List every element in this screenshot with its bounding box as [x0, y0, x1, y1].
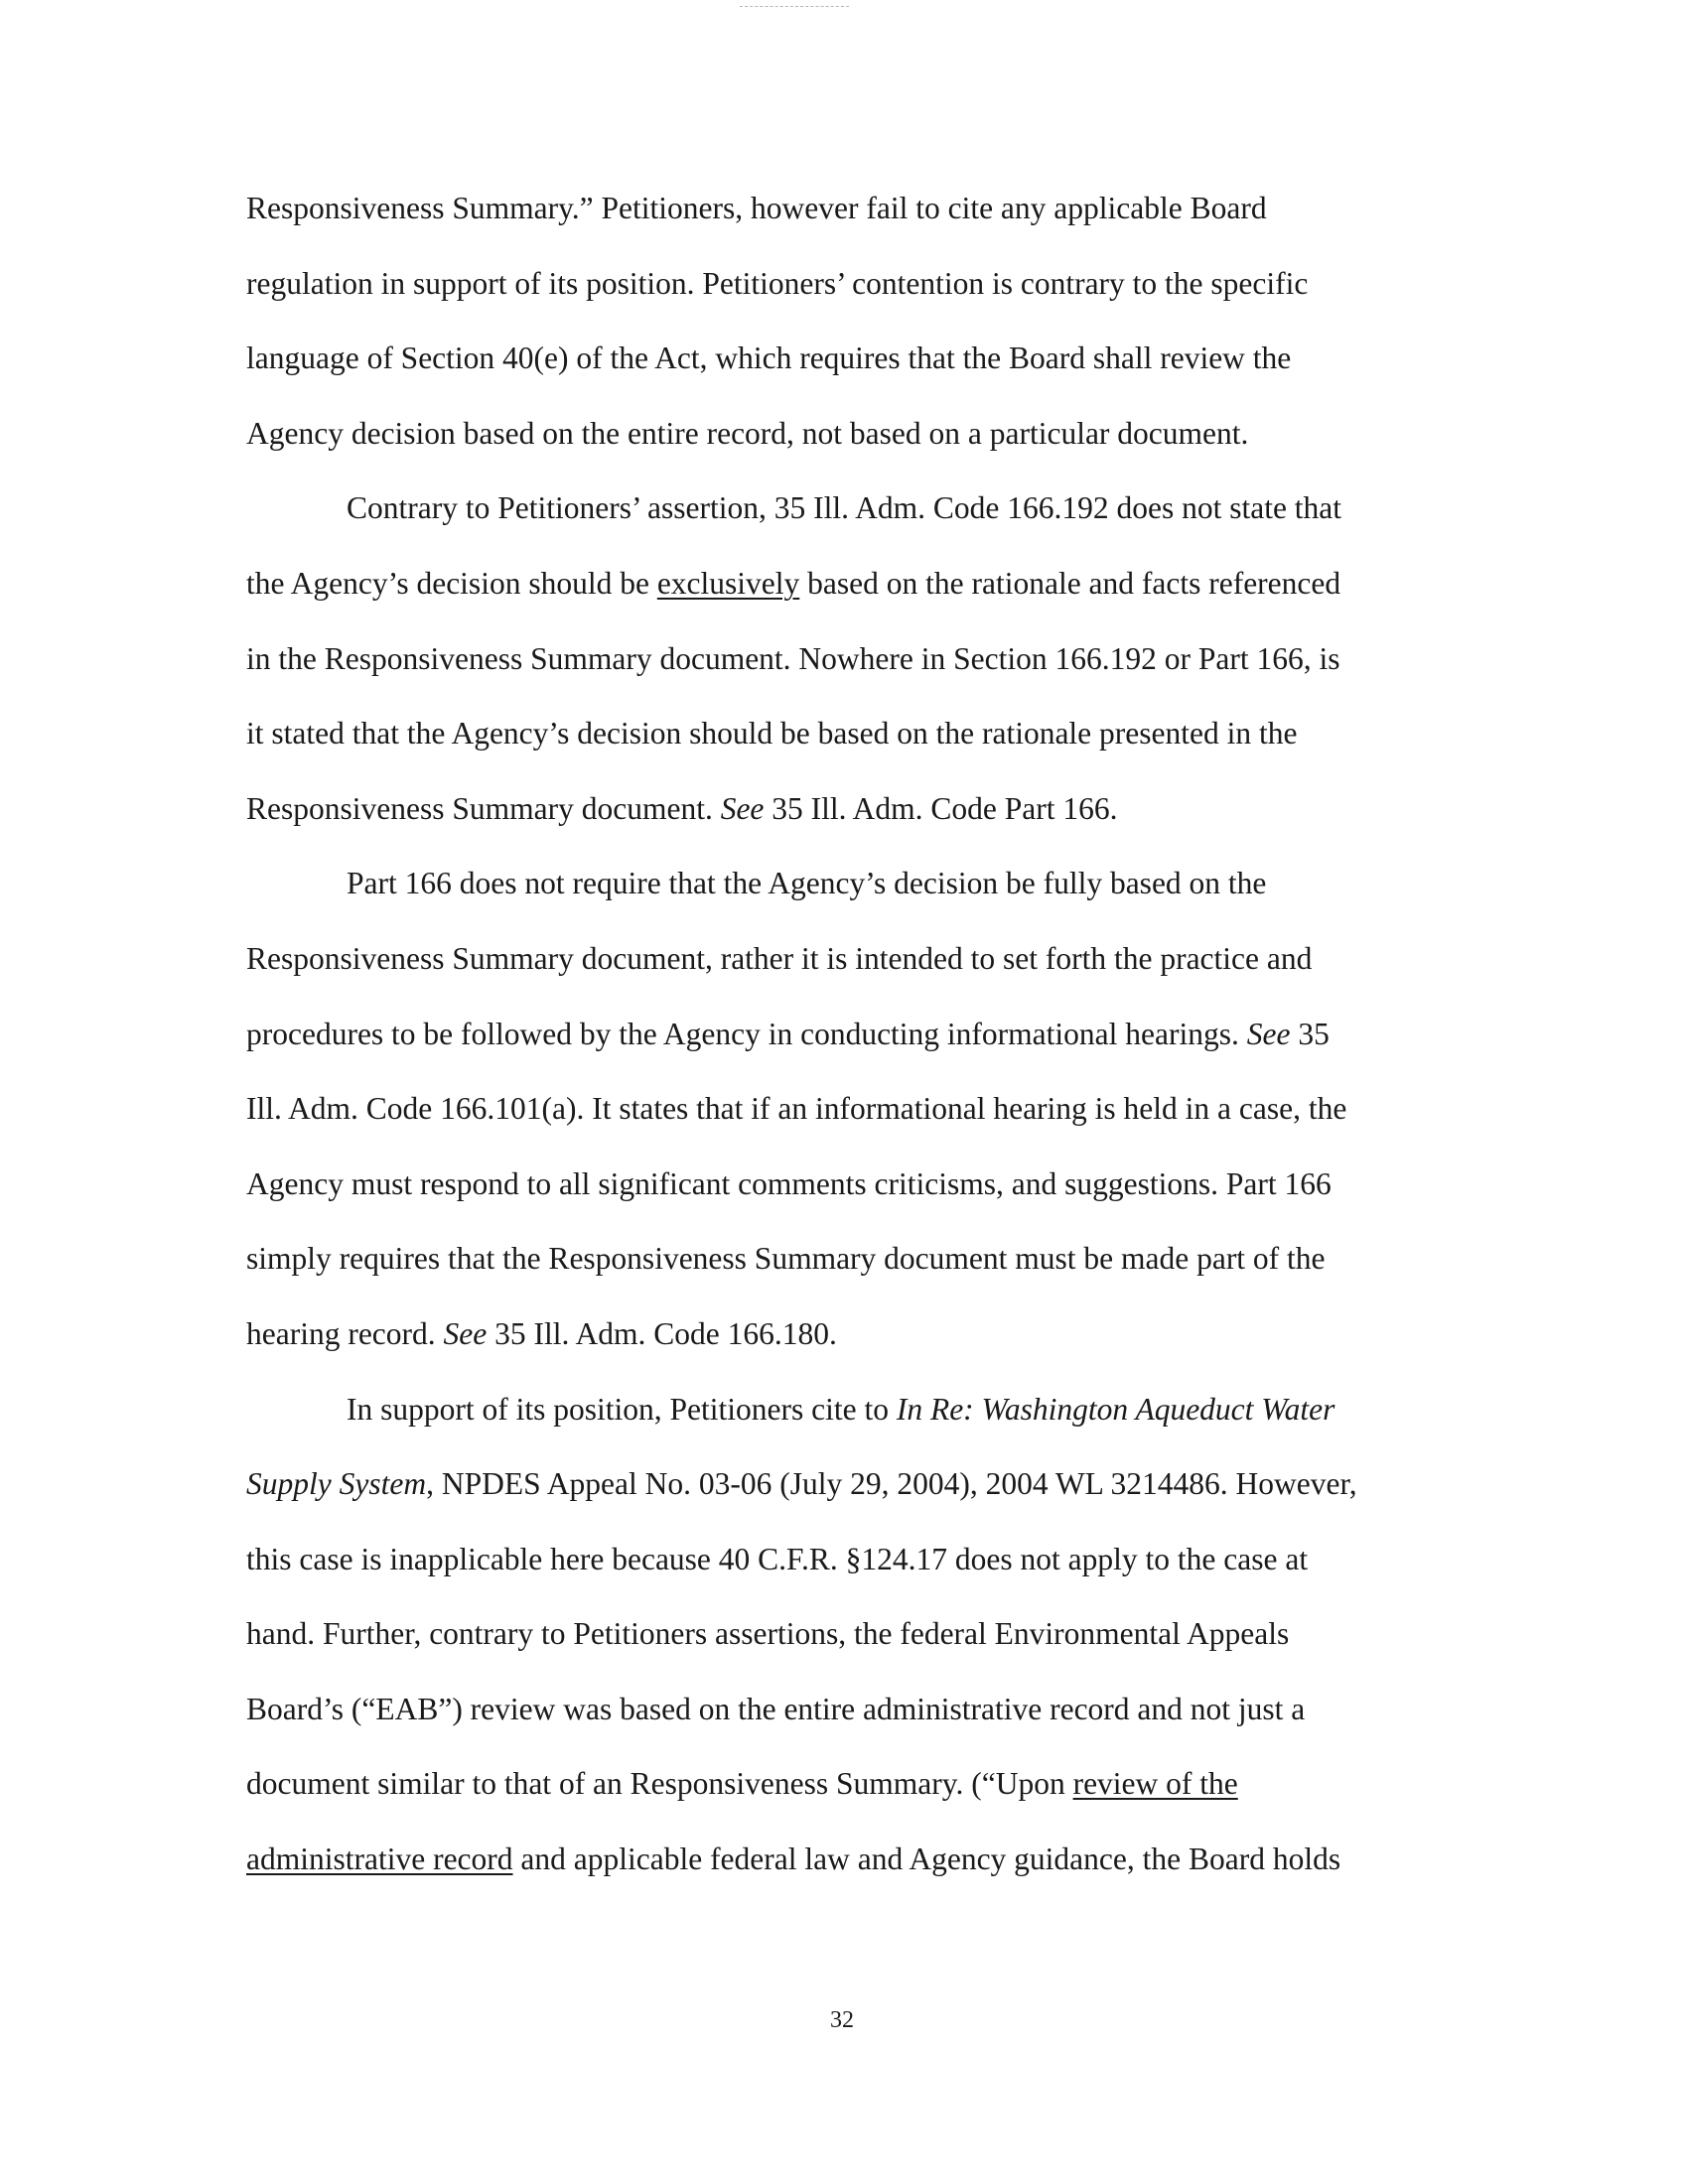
citation-signal: See [720, 790, 765, 826]
text-line: simply requires that the Responsiveness Summary document must be made part of the [246, 1241, 1326, 1277]
underlined-phrase: review of the [1072, 1766, 1238, 1802]
text-line: Responsiveness Summary document, rather it is intended to set forth the practice and [246, 940, 1313, 976]
text-line: document similar to that of an Responsiveness Summary. (“Upon review of the [246, 1766, 1238, 1802]
text-line: Agency must respond to all significant comments criticisms, and suggestions. Part 166 [246, 1165, 1332, 1201]
underlined-term: exclusively [656, 565, 800, 601]
paragraph-start-line: Contrary to Petitioners’ assertion, 35 Ill. Adm. Code 166.192 does not state that [347, 490, 1342, 526]
text-line: the Agency’s decision should be exclusively based on the rationale and facts referenced [246, 565, 1341, 601]
underlined-phrase: administrative record [246, 1842, 513, 1877]
text-line: in the Responsiveness Summary document. Nowhere in Section 166.192 or Part 166, is [246, 640, 1340, 676]
text-line: Ill. Adm. Code 166.101(a). It states that if an informational hearing is held in a case, the [246, 1091, 1347, 1127]
text-line: Board’s (“EAB”) review was based on the entire administrative record and not just a [246, 1691, 1306, 1726]
citation-signal: See [443, 1315, 488, 1351]
case-name: In Re: Washington Aqueduct Water [896, 1391, 1335, 1427]
text-line: Supply System, NPDES Appeal No. 03-06 (July 29, 2004), 2004 WL 3214486. However, [246, 1466, 1357, 1502]
text-line: administrative record and applicable federal law and Agency guidance, the Board holds [246, 1842, 1341, 1877]
case-name: Supply System [246, 1466, 427, 1502]
text-line: it stated that the Agency’s decision should be based on the rationale presented in the [246, 716, 1298, 751]
text-line: procedures to be followed by the Agency in conducting informational hearings. See 35 [246, 1016, 1330, 1051]
text-line: Agency decision based on the entire record, not based on a particular document. [246, 415, 1249, 451]
page-number: 32 [830, 2007, 854, 2033]
text-line: language of Section 40(e) of the Act, which requires that the Board shall review the [246, 341, 1292, 376]
text-line: hand. Further, contrary to Petitioners assertions, the federal Environmental Appeals [246, 1616, 1290, 1652]
text-line: regulation in support of its position. Petitioners’ contention is contrary to the specific [246, 265, 1309, 301]
body-text [246, 171, 1438, 1897]
paragraph-start-line: Part 166 does not require that the Agency’s decision be fully based on the [347, 866, 1267, 901]
scan-artifact-mark [740, 6, 849, 9]
text-line: this case is inapplicable here because 40 C.F.R. §124.17 does not apply to the case at [246, 1541, 1309, 1576]
citation-signal: See [1246, 1016, 1291, 1051]
text-line: Responsiveness Summary document. See 35 Ill. Adm. Code Part 166. [246, 790, 1118, 826]
text-line: Responsiveness Summary.” Petitioners, however fail to cite any applicable Board [246, 191, 1267, 225]
text-line: hearing record. See 35 Ill. Adm. Code 166.180. [246, 1315, 837, 1351]
paragraph-start-line: In support of its position, Petitioners cite to In Re: Washington Aqueduct Water [347, 1391, 1335, 1427]
